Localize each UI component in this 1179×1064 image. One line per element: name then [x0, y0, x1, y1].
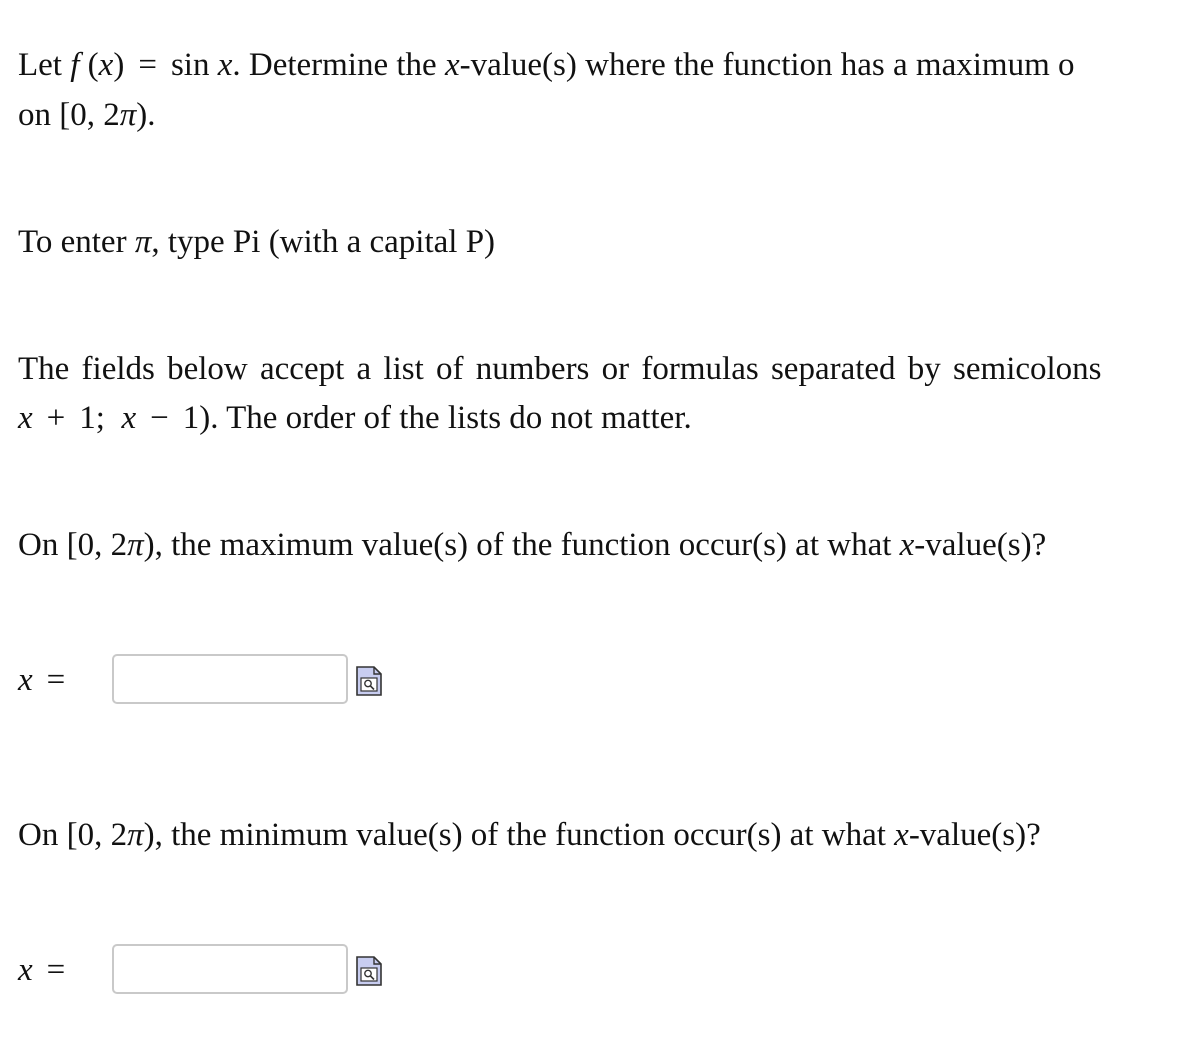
var-x: x: [444, 47, 460, 83]
question-tail: -value(s)?: [914, 527, 1047, 563]
pi-symbol: π: [134, 224, 152, 260]
function-f: f: [70, 47, 80, 83]
var-x: x: [18, 952, 33, 988]
pi-symbol: π: [119, 97, 137, 133]
paren-open: (: [87, 47, 99, 83]
var-x: x: [894, 817, 909, 853]
pi-note: [18, 222, 495, 262]
equals-sign: =: [138, 47, 157, 83]
pi-note-lead: To enter: [18, 224, 127, 260]
min-answer-input[interactable]: [112, 944, 348, 994]
var-x: x: [18, 400, 33, 436]
var-x: x: [121, 400, 137, 436]
interval-close: ).: [136, 97, 156, 133]
question-min-text: [18, 815, 1041, 855]
problem-line-1: [18, 45, 1075, 85]
var-x: x: [899, 527, 915, 563]
instructions-line-2: [18, 398, 692, 438]
question-lead: On [0, 2: [18, 817, 128, 853]
plus-sign: +: [46, 400, 66, 436]
paren-close: ): [113, 47, 125, 83]
minus-sign: −: [150, 400, 169, 436]
problem-line-2: [18, 95, 156, 135]
var-x: x: [98, 47, 114, 83]
pi-symbol: π: [127, 527, 144, 563]
problem-text-tail: -value(s) where the function has a maximum o: [459, 47, 1075, 83]
one-semicolon: 1;: [79, 400, 105, 436]
problem-lead: Let: [18, 47, 62, 83]
instructions-line-1: The fields below accept a list of numbers or formulas separated by semicolons: [18, 351, 1102, 387]
pi-note-tail: , type Pi (with a capital P): [151, 224, 496, 260]
max-answer-input[interactable]: [112, 654, 348, 704]
var-x: x: [217, 47, 233, 83]
preview-answer-icon[interactable]: [356, 956, 382, 986]
question-lead: On [0, 2: [18, 527, 128, 563]
preview-answer-icon[interactable]: [356, 666, 382, 696]
answer-label-min: [18, 950, 79, 990]
equals-sign: =: [46, 952, 66, 988]
question-tail: -value(s)?: [908, 817, 1041, 853]
problem-text: . Determine the: [232, 47, 437, 83]
interval-text: on [0, 2: [18, 97, 120, 133]
sin-operator: sin: [170, 47, 210, 83]
question-mid: ), the maximum value(s) of the function occur(s) at what: [143, 527, 892, 563]
equals-sign: =: [46, 662, 66, 698]
var-x: x: [18, 662, 33, 698]
question-max-text: [18, 525, 1046, 565]
pi-symbol: π: [127, 817, 144, 853]
question-mid: ), the minimum value(s) of the function occur(s) at what: [143, 817, 886, 853]
instructions-tail: 1). The order of the lists do not matter.: [182, 400, 692, 436]
answer-label-max: [18, 660, 79, 700]
